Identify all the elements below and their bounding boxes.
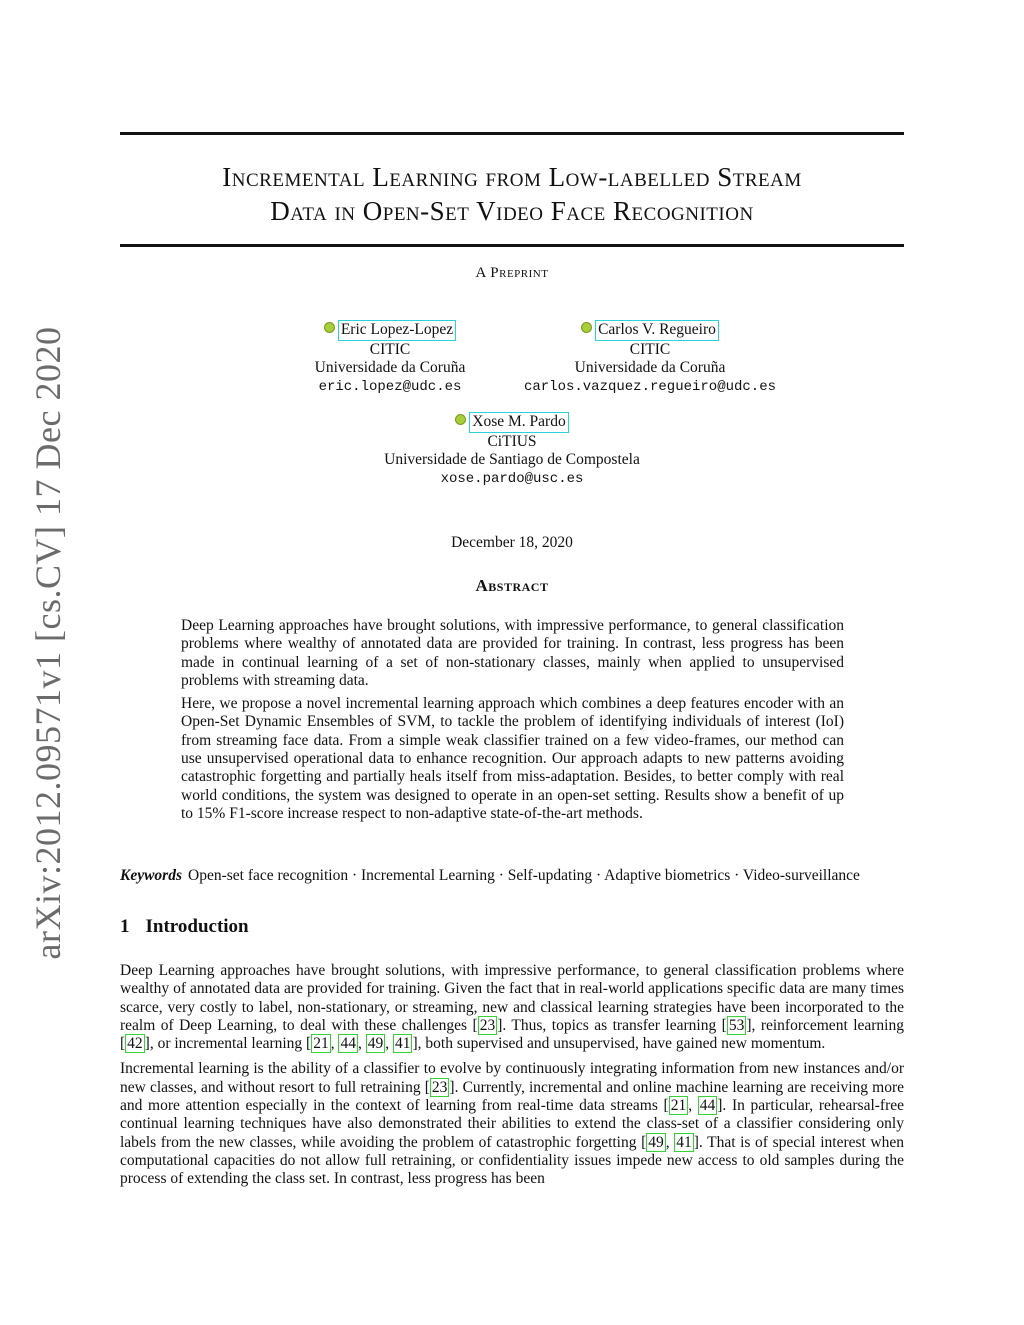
arxiv-sidebar (0, 0, 100, 1325)
author-block-2 (500, 320, 800, 396)
text-run: ]. Thus, topics as transfer learning [ (497, 1016, 727, 1034)
author-name-link[interactable]: Eric Lopez-Lopez (338, 320, 456, 341)
citation-link[interactable]: 53 (728, 1016, 745, 1034)
author-name-link[interactable]: Carlos V. Regueiro (595, 320, 719, 341)
author-dept: CiTIUS (487, 432, 537, 450)
citation-link[interactable]: 42 (127, 1035, 143, 1053)
citation-link[interactable]: 21 (313, 1035, 329, 1053)
citation-link[interactable]: 49 (648, 1133, 664, 1151)
title-line-1: Incremental Learning from Low-labelled Stream (222, 162, 802, 192)
keywords-text: Open-set face recognition · Incremental Learning · Self-updating · Adaptive biometrics · Video-surveillance (188, 867, 860, 884)
text-run: ]. That is of special interest when computational capacities do not allow full retraining, or confidentiality issues impede new access to old samples during the process of extending the class set. In contrast, less progress has been (120, 1133, 905, 1188)
author-dept: CITIC (369, 340, 411, 358)
text-run: ], or incremental learning [ (144, 1035, 312, 1053)
orcid-icon[interactable] (455, 414, 466, 425)
paper-title (120, 160, 904, 228)
citation-link[interactable]: 44 (340, 1035, 356, 1053)
orcid-icon[interactable] (581, 322, 592, 333)
section-heading (120, 916, 249, 938)
arxiv-identifier: arXiv:2012.09571v1 [cs.CV] 17 Dec 2020 (28, 326, 68, 960)
author-block-3 (312, 412, 712, 488)
text-run: ], reinforcement learning [ (120, 1016, 904, 1053)
abstract-heading: Abstract (475, 576, 549, 595)
orcid-icon[interactable] (324, 322, 335, 333)
author-affiliation: Universidade da Coruña (314, 359, 466, 376)
title-top-rule (120, 132, 904, 135)
intro-paragraph-2: Incremental learning is the ability of a classifier to evolve by continuously integrating information from new instances and/or new classes, and without resort to full retraining [ 23 ]. Currently, incremental and online machine learning are receiving more and more attention especially in the context of learning from real-time data streams [ 21 , 44 ]. In particular, rehearsal-free continual learning techniques have also demonstrated their abilities to extend the class-set of a classifier considering only labels from the new classes, while avoiding the problem of catastrophic forgetting [ 49 , 41 ]. That is of special interest when computational capacities do not allow full retraining, or confidentiality issues impede new access to old samples during the process of extending the class set. In contrast, less progress has been (120, 1060, 905, 1188)
keywords-label: Keywords (120, 867, 182, 884)
author-dept: CITIC (629, 340, 671, 358)
author-email: carlos.vazquez.regueiro@udc.es (523, 378, 777, 395)
preprint-label: A Preprint (475, 265, 549, 281)
section-number: 1 (120, 916, 130, 937)
citation-link[interactable]: 21 (670, 1097, 687, 1115)
paper-date: December 18, 2020 (451, 534, 573, 551)
text-run: Incremental learning is the ability of a classifier to evolve by continuously integrating information from new instances and/or new classes, and without resort to full retraining [ (120, 1060, 904, 1096)
abstract-body (181, 617, 844, 828)
citation-link[interactable]: 44 (699, 1097, 716, 1115)
keywords-line (120, 867, 904, 885)
citation-link[interactable]: 23 (479, 1016, 496, 1034)
intro-body (120, 962, 904, 1196)
title-bottom-rule (120, 244, 904, 247)
author-email: eric.lopez@udc.es (318, 378, 462, 395)
author-block-1 (280, 320, 500, 396)
text-run: Deep Learning approaches have brought solutions, with impressive performance, to general classification problems where wealthy of annotated data are provided for training. Given the fact that in real-world applications specific data are many times scarce, very costly to label, non-stationary, or streaming, new and classical learning strategies have been incorporated to the realm of Deep Learning, to deal with these challenges [ (120, 962, 904, 1034)
citation-link[interactable]: 49 (367, 1035, 384, 1053)
author-email: xose.pardo@usc.es (440, 470, 584, 487)
text-run: ], both supervised and unsupervised, have gained new momentum. (412, 1035, 826, 1053)
text-run: ]. Currently, incremental and online machine learning are receiving more and more attention especially in the context of learning from real-time data streams [ (120, 1078, 904, 1115)
author-name-link[interactable]: Xose M. Pardo (469, 412, 568, 433)
citation-link[interactable]: 41 (394, 1035, 411, 1053)
intro-paragraph-1: Deep Learning approaches have brought solutions, with impressive performance, to general classification problems where wealthy of annotated data are provided for training. Given the fact that in real-world applications specific data are many times scarce, very costly to label, non-stationary, or streaming, new and classical learning strategies have been incorporated to the realm of Deep Learning, to deal with these challenges [ 23 ]. Thus, topics as transfer learning [ 53 ], reinforcement learning [ 42 ], or incremental learning [ 21 , 44 , 49 , 41 ], both supervised and unsupervised, have gained new momentum. (120, 962, 904, 1053)
citation-link[interactable]: 41 (676, 1133, 692, 1151)
author-affiliation: Universidade de Santiago de Compostela (384, 451, 640, 468)
section-title: Introduction (145, 916, 249, 937)
title-line-2: Data in Open-Set Video Face Recognition (270, 196, 754, 226)
text-run: ]. In particular, rehearsal-free continual learning techniques have also demonstrated their abilities to extend the class-set of a classifier considering only labels from the new classes, while avoiding the problem of catastrophic forgetting [ (120, 1097, 905, 1151)
abstract-paragraph-2: Here, we propose a novel incremental learning approach which combines a deep features encoder with an Open-Set Dynamic Ensembles of SVM, to tackle the problem of identifying individuals of interest (IoI) from streaming face data. From a simple weak classifier trained on a few video-frames, our method can use unsupervised operational data to enhance recognition. Our approach adapts to new patterns avoiding catastrophic forgetting and partially heals itself from miss-adaptation. Besides, to better comply with real world conditions, the system was designed to operate in an open-set setting. Results show a benefit of up to 15% F1-score increase respect to non-adaptive state-of-the-art methods. (181, 695, 844, 822)
author-affiliation: Universidade da Coruña (574, 359, 726, 376)
abstract-paragraph-1: Deep Learning approaches have brought solutions, with impressive performance, to general classification problems where wealthy of annotated data are provided for training. In contrast, less progress has been made in continual learning of a set of non-stationary classes, mainly when applied to unsupervised problems with streaming data. (181, 617, 844, 689)
citation-link[interactable]: 23 (431, 1078, 448, 1096)
